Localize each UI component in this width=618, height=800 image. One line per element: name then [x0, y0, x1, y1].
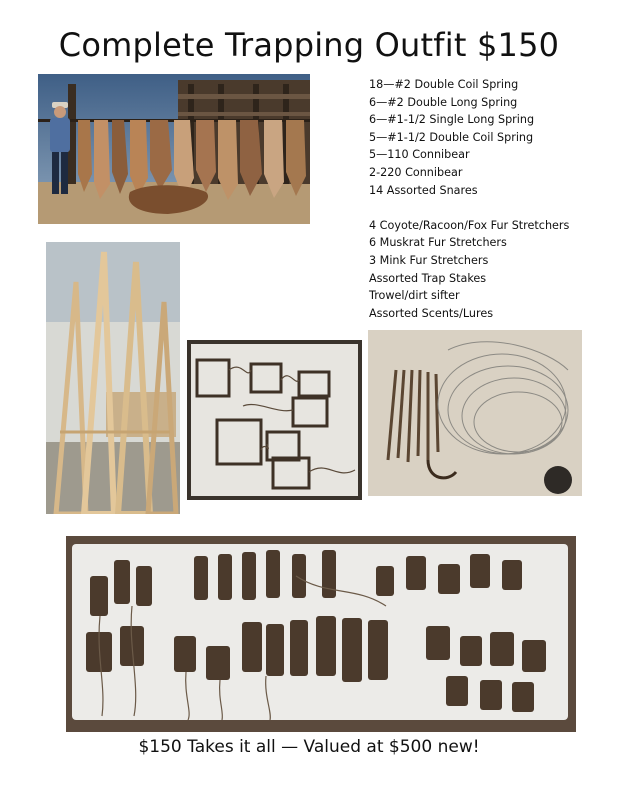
list-item: Assorted Scents/Lures	[369, 306, 494, 320]
list-item: 6—#2 Double Long Spring	[369, 95, 518, 109]
list-item: 2-220 Connibear	[369, 165, 463, 179]
list-item: 18—#2 Double Coil Spring	[369, 78, 519, 91]
page-title: Complete Trapping Outfit $150	[58, 26, 560, 64]
list-item: Trowel/dirt sifter	[369, 289, 460, 303]
price-footer: $150 Takes it all — Valued at $500 new!	[138, 737, 480, 757]
list-item: 5—#1-1/2 Double Coil Spring	[369, 130, 534, 144]
list-item: Assorted Trap Stakes	[369, 271, 487, 285]
list-item: 14 Assorted Snares	[369, 183, 478, 197]
fur-stretchers-photo	[46, 242, 180, 514]
list-item: 5—110 Connibear	[369, 148, 470, 162]
list-item: 6—#1-1/2 Single Long Spring	[369, 113, 535, 127]
body-grip-traps-photo	[187, 340, 362, 500]
inventory-list	[369, 76, 609, 322]
list-item: 3 Mink Fur Stretchers	[369, 253, 489, 267]
leghold-traps-table-photo	[66, 536, 576, 732]
fur-line-photo	[38, 74, 310, 224]
list-item: 4 Coyote/Racoon/Fox Fur Stretchers	[369, 218, 570, 232]
snares-stakes-photo	[368, 330, 582, 496]
list-item: 6 Muskrat Fur Stretchers	[369, 236, 507, 250]
